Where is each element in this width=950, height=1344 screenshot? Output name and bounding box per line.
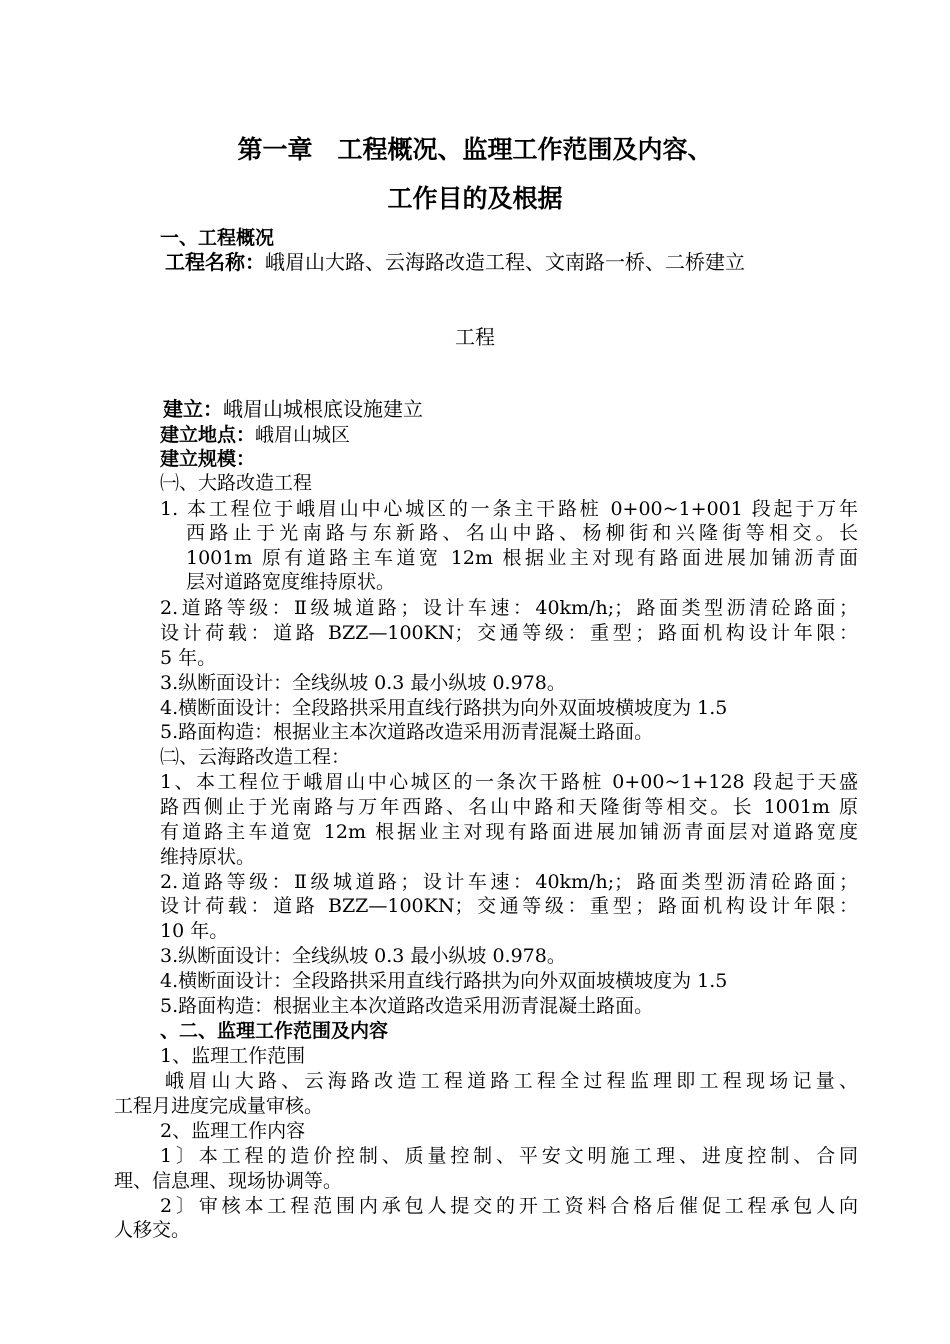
scope-line: 峨眉山大路、云海路改造工程道路工程全过程监理即工程现场记量、 [165, 1070, 858, 1092]
chapter-title-line-1: 第一章 工程概况、监理工作范围及内容、 [237, 135, 713, 164]
chapter-title-line-2: 工作目的及根据 [387, 184, 563, 213]
builder-label: 建立： [163, 397, 223, 421]
part2-item3: 3.纵断面设计：全线纵坡 0.3 最小纵坡 0.978。 [160, 945, 566, 967]
content-item2-line: 人移交。 [114, 1219, 191, 1241]
section-heading-overview: 一、工程概况 [160, 227, 275, 249]
content-item1-line: 1〕本工程的造价控制、质量控制、平安文明施工理、进度控制、合同 [160, 1145, 858, 1167]
project-name-continuation: 工程 [455, 325, 495, 349]
part2-item1-line: 维持原状。 [160, 846, 256, 868]
project-name-line [165, 249, 745, 275]
part1-item1-line: 层对道路宽度维持原状。 [186, 571, 396, 593]
part1-item2-line: 2.道路等级：Ⅱ级城道路；设计车速：40km/h;；路面类型沥清砼路面； [160, 597, 858, 619]
location-value: 峨眉山城区 [255, 424, 351, 446]
part1-item1-line: 1. 本工程位于峨眉山中心城区的一条主干路桩 0+00~1+001 段起于万年 [160, 498, 858, 520]
scale-label: 建立规模： [160, 448, 256, 470]
part2-item1-line: 有道路主车道宽 12m 根据业主对现有路面进展加铺沥青面层对道路宽度 [160, 821, 858, 843]
part2-item2-line: 2.道路等级：Ⅱ级城道路；设计车速：40km/h;；路面类型沥清砼路面； [160, 871, 858, 893]
part1-item3: 3.纵断面设计：全线纵坡 0.3 最小纵坡 0.978。 [160, 672, 566, 694]
content-item1-line: 理、信息理、现场协调等。 [114, 1170, 343, 1192]
project-name-value: 峨眉山大路、云海路改造工程、文南路一桥、二桥建立 [265, 250, 745, 274]
part1-item1-line: 西路止于光南路与东新路、名山中路、杨柳街和兴隆街等相交。长 [186, 522, 858, 544]
part2-item1-line: 1、本工程位于峨眉山中心城区的一条次干路桩 0+00~1+128 段起于天盛 [160, 771, 858, 793]
part1-item4: 4.横断面设计：全段路拱采用直线行路拱为向外双面坡横坡度为 1.5 [160, 697, 728, 719]
scope-line: 工程月进度完成量审核。 [114, 1095, 324, 1117]
part2-item2-line: 设计荷载：道路 BZZ—100KN；交通等级：重型；路面机构设计年限： [160, 895, 858, 917]
content-item2-line: 2〕审核本工程范围内承包人提交的开工资料合格后催促工程承包人向 [160, 1195, 858, 1217]
part2-item1-line: 路西侧止于光南路与万年西路、名山中路和天隆街等相交。长 1001m 原 [160, 796, 858, 818]
part1-item1-line: 1001m 原有道路主车道宽 12m 根据业主对现有路面进展加铺沥青面 [186, 547, 858, 569]
content-heading: 2、监理工作内容 [160, 1120, 306, 1142]
part2-item5: 5.路面构造：根据业主本次道路改造采用沥青混凝土路面。 [160, 995, 654, 1017]
part1-item5: 5.路面构造：根据业主本次道路改造采用沥青混凝土路面。 [160, 721, 654, 743]
section-heading-scope: 、二、监理工作范围及内容 [160, 1020, 389, 1042]
part2-heading: ㈡、云海路改造工程： [160, 746, 351, 768]
location-label: 建立地点： [160, 424, 256, 446]
project-name-label: 工程名称： [165, 250, 265, 274]
builder-line [163, 396, 423, 422]
part2-item4: 4.横断面设计：全段路拱采用直线行路拱为向外双面坡横坡度为 1.5 [160, 970, 728, 992]
builder-value: 峨眉山城根底设施建立 [223, 397, 423, 421]
part1-heading: ㈠、大路改造工程 [160, 472, 313, 494]
scope-heading: 1、监理工作范围 [160, 1045, 306, 1067]
part2-item2-line: 10 年。 [160, 920, 229, 942]
location-line [160, 423, 350, 447]
part1-item2-line: 5 年。 [160, 647, 217, 669]
part1-item2-line: 设计荷载：道路 BZZ—100KN；交通等级：重型；路面机构设计年限： [160, 622, 858, 644]
